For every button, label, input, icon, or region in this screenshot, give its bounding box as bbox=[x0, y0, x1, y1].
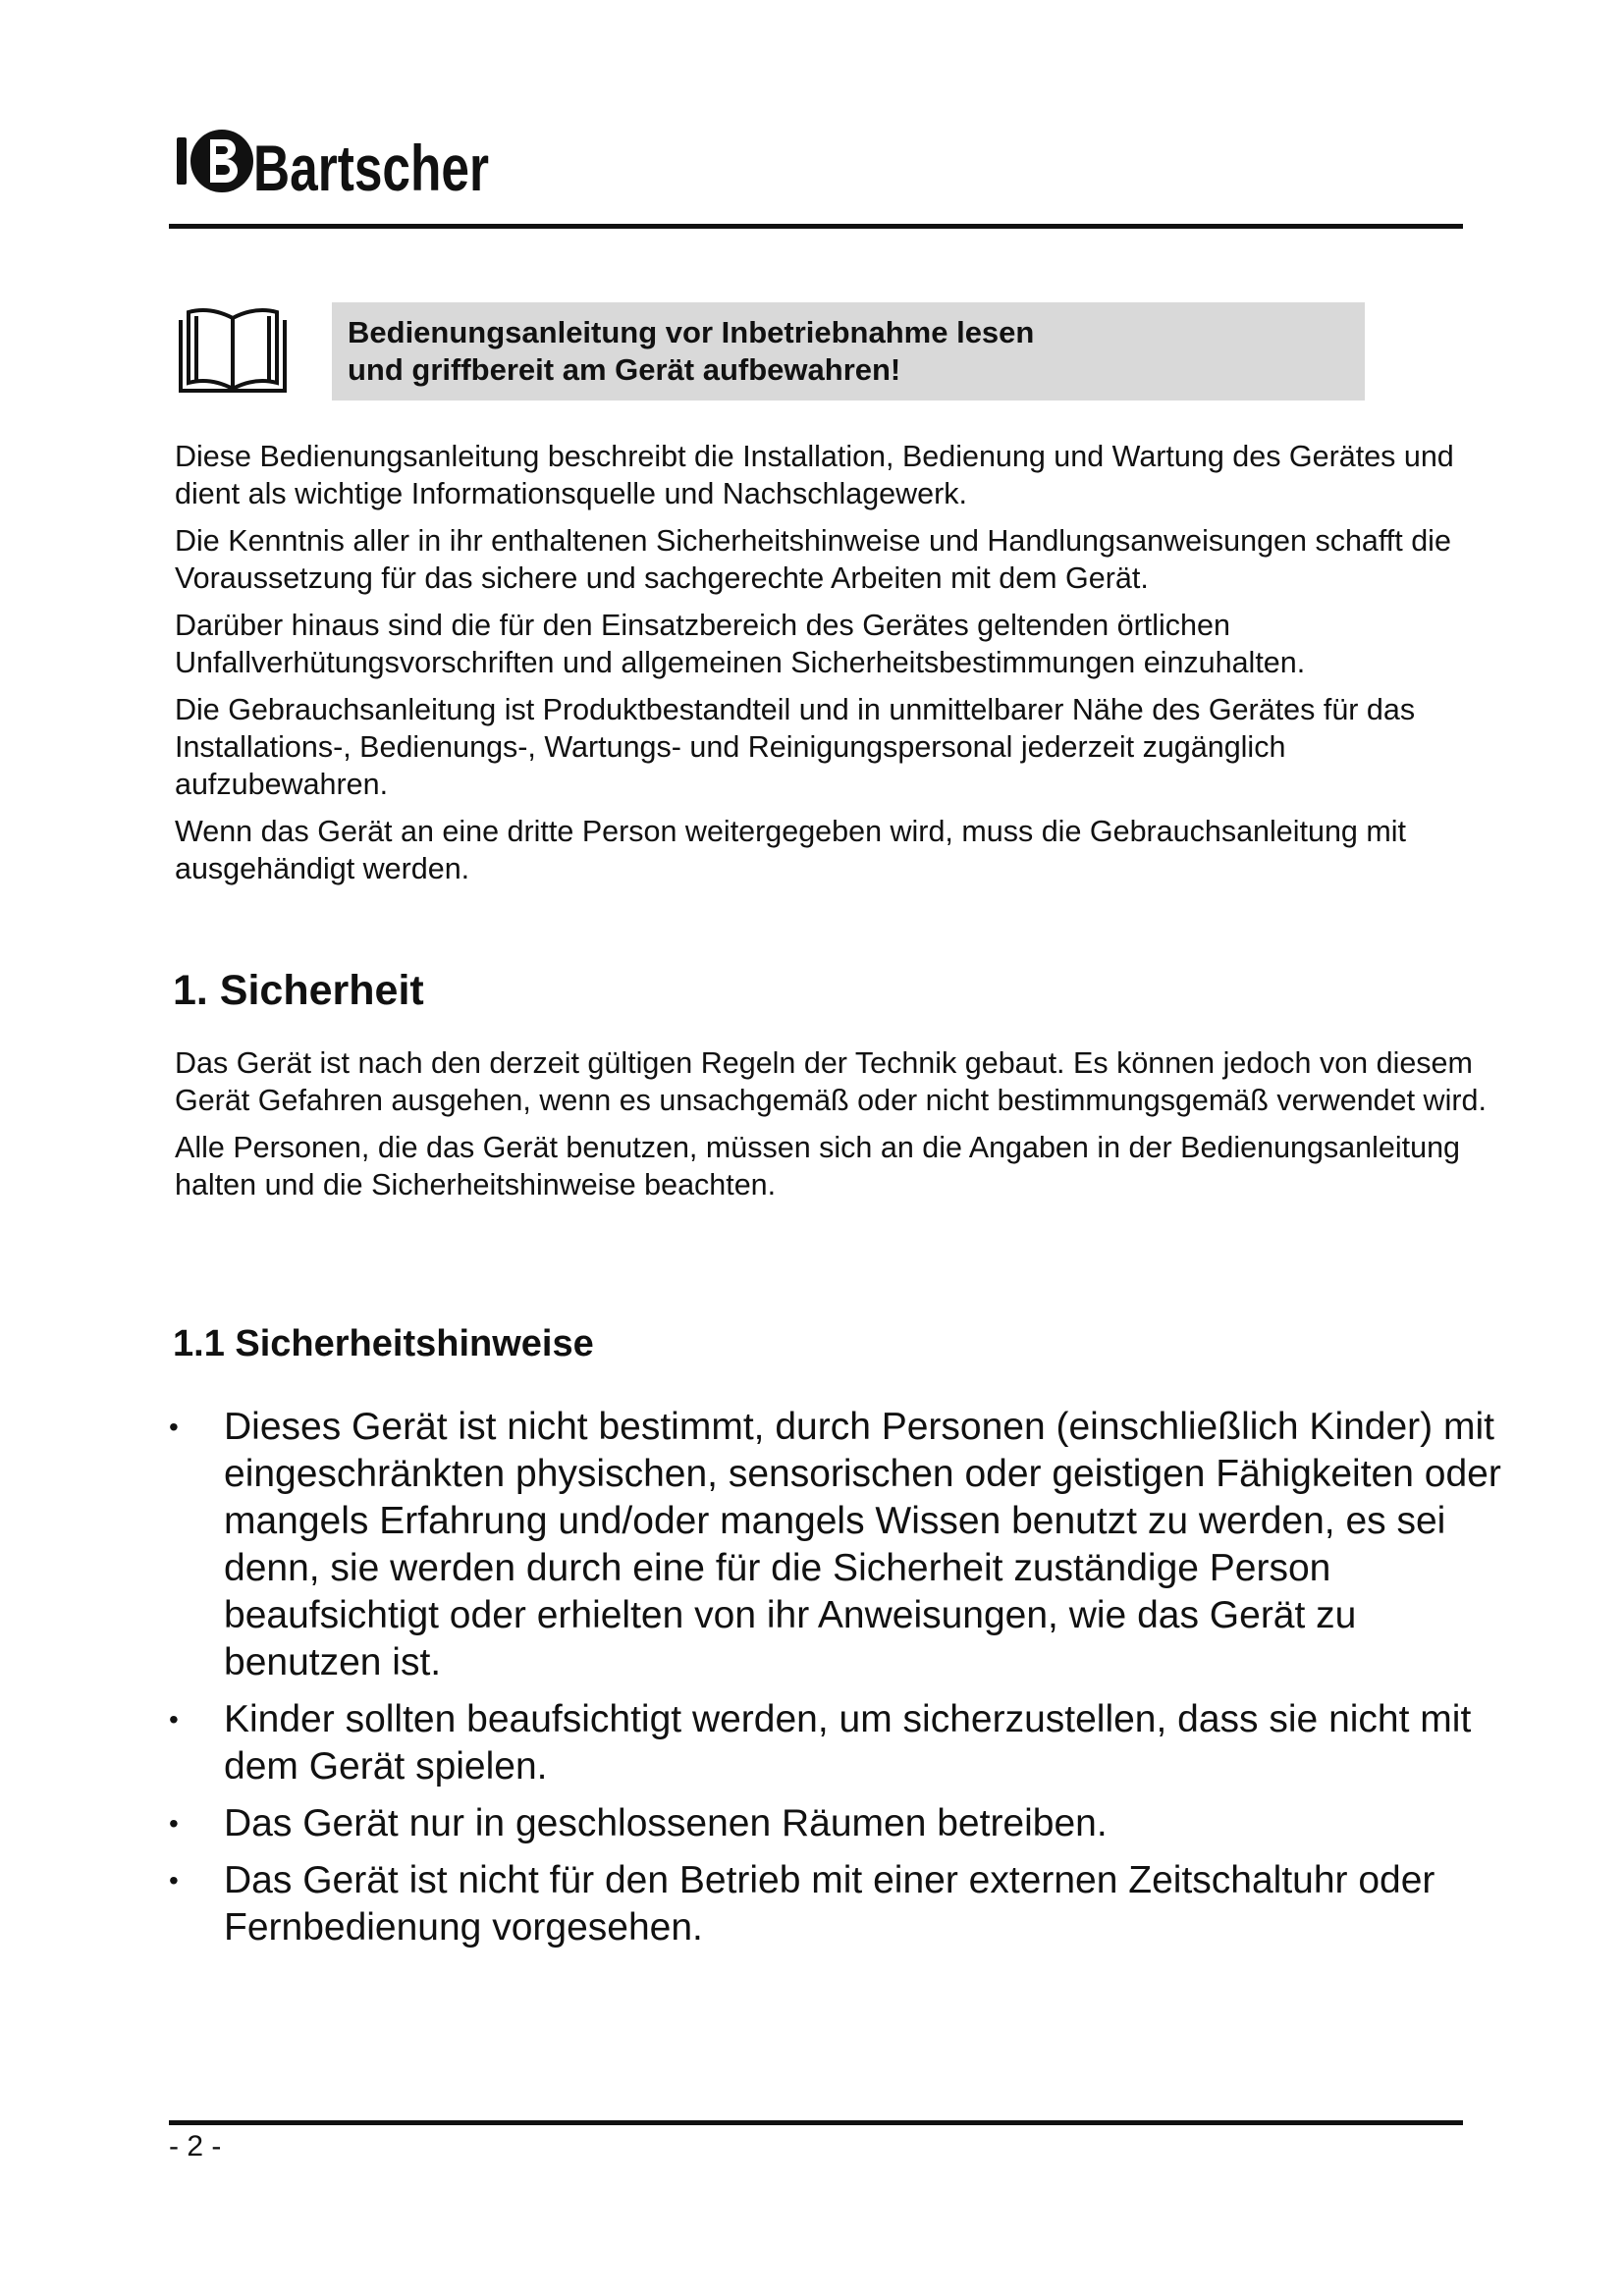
intro-text bbox=[175, 438, 1490, 897]
paragraph: Wenn das Gerät an eine dritte Person weitergegeben wird, muss die Gebrauchsanleitung mit ausgehändigt werden. bbox=[175, 815, 1407, 885]
list-item: • Das Gerät ist nicht für den Betrieb mit einer externen Zeitschaltuhr oder Fernbedienung vorgesehen. bbox=[169, 1857, 1514, 1951]
paragraph: Die Kenntnis aller in ihr enthaltenen Sicherheitshinweise und Handlungsanweisungen schafft die Voraussetzung für das sichere und sachgerechte Arbeiten mit dem Gerät. bbox=[175, 524, 1451, 595]
notice-line-2: und griffbereit am Gerät aufbewahren! bbox=[348, 352, 901, 387]
paragraph: Die Gebrauchsanleitung ist Produktbestandteil und in unmittelbarer Nähe des Gerätes für das Installations-, Bedienungs-, Wartungs- und Reinigungspersonal jederzeit zugänglich aufzubewahren. bbox=[175, 693, 1416, 801]
safety-text bbox=[175, 1044, 1490, 1213]
section-heading-safety-notes: 1.1 Sicherheitshinweise bbox=[173, 1323, 594, 1364]
header-rule bbox=[169, 224, 1463, 229]
paragraph: Diese Bedienungsanleitung beschreibt die Installation, Bedienung und Wartung des Gerätes und dient als wichtige Informationsquelle und Nachschlagewerk. bbox=[175, 440, 1454, 510]
open-book-icon bbox=[175, 300, 291, 399]
list-item: • Dieses Gerät ist nicht bestimmt, durch Personen (einschließlich Kinder) mit eingeschränkten physischen, sensorischen oder geistigen Fähigkeiten oder mangels Erfahrung und/oder mangels Wissen benutzt zu werden, es sei denn, sie werden durch eine für die Sicherheit zuständige Person beaufsichtigt oder erhielten von ihr Anweisungen, wie das Gerät zu benutzen ist. bbox=[169, 1404, 1514, 1686]
bartscher-logo bbox=[177, 116, 491, 214]
paragraph: Alle Personen, die das Gerät benutzen, müssen sich an die Angaben in der Bedienungsanleitung halten und die Sicherheitshinweise beachten. bbox=[175, 1131, 1461, 1201]
section-heading-safety: 1. Sicherheit bbox=[173, 967, 424, 1014]
footer-rule bbox=[169, 2120, 1463, 2125]
paragraph: Das Gerät ist nach den derzeit gültigen Regeln der Technik gebaut. Es können jedoch von diesem Gerät Gefahren ausgehen, wenn es unsachgemäß oder nicht bestimmungsgemäß verwendet wird. bbox=[175, 1046, 1487, 1117]
notice-line-1: Bedienungsanleitung vor Inbetriebnahme lesen bbox=[348, 315, 1035, 349]
brand-name: Bartscher bbox=[253, 132, 489, 204]
read-manual-notice bbox=[332, 302, 1365, 400]
list-item: • Das Gerät nur in geschlossenen Räumen betreiben. bbox=[169, 1800, 1514, 1847]
paragraph: Darüber hinaus sind die für den Einsatzbereich des Gerätes geltenden örtlichen Unfallverhütungsvorschriften und allgemeinen Sicherheitsbestimmungen einzuhalten. bbox=[175, 609, 1306, 679]
page-number: - 2 - bbox=[169, 2130, 222, 2163]
safety-notes-list bbox=[169, 1404, 1514, 1961]
list-item: • Kinder sollten beaufsichtigt werden, um sicherzustellen, dass sie nicht mit dem Gerät spielen. bbox=[169, 1696, 1514, 1790]
